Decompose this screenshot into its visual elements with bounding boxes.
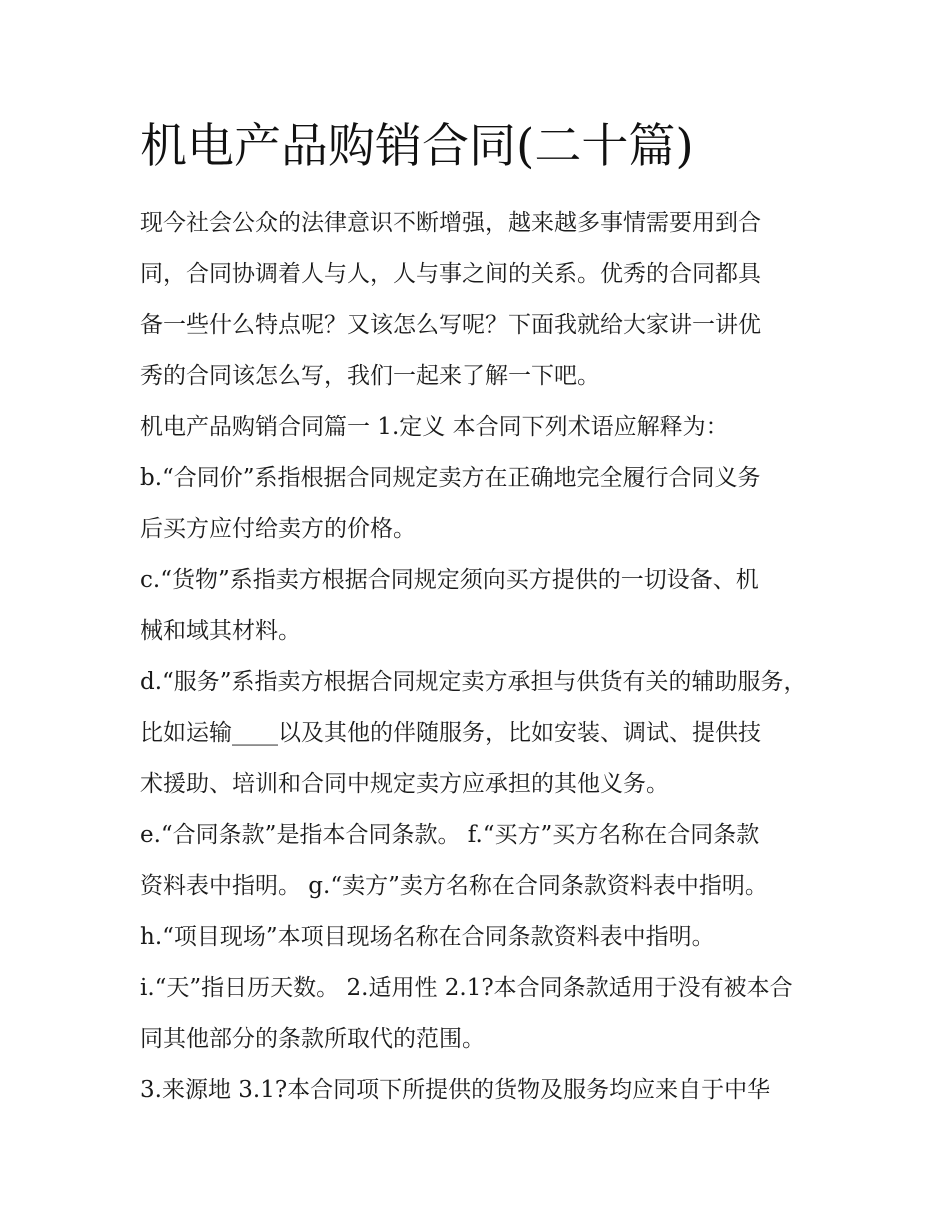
- body-line: 后买方应付给卖方的价格。: [140, 516, 416, 542]
- body-line: b.“合同价”系指根据合同规定卖方在正确地完全履行合同义务: [140, 465, 761, 491]
- body-line: 现今社会公众的法律意识不断增强，越来越多事情需要用到合: [140, 210, 761, 236]
- body-line: i.“天”指日历天数。 2.适用性 2.1?本合同条款适用于没有被本合: [140, 975, 793, 1001]
- body-line: 同，合同协调着人与人，人与事之间的关系。优秀的合同都具: [140, 261, 761, 287]
- body-line: 资料表中指明。 g.“卖方”卖方名称在合同条款资料表中指明。: [140, 873, 768, 899]
- body-line: 3.来源地 3.1?本合同项下所提供的货物及服务均应来自于中华: [140, 1077, 771, 1103]
- body-line: h.“项目现场”本项目现场名称在合同条款资料表中指明。: [140, 924, 715, 950]
- body-line: d.“服务”系指卖方根据合同规定卖方承担与供货有关的辅助服务，: [140, 669, 807, 695]
- body-line: 术援助、培训和合同中规定卖方应承担的其他义务。: [140, 771, 669, 797]
- body-line: 械和域其材料。: [140, 618, 301, 644]
- body-line: 秀的合同该怎么写，我们一起来了解一下吧。: [140, 363, 600, 389]
- body-line: c.“货物”系指卖方根据合同规定须向买方提供的一切设备、机: [140, 567, 759, 593]
- body-line: 比如运输____以及其他的伴随服务，比如安装、调试、提供技: [140, 720, 761, 746]
- body-line: 备一些什么特点呢？又该怎么写呢？下面我就给大家讲一讲优: [140, 312, 761, 338]
- document-title: 机电产品购销合同(二十篇): [140, 119, 694, 174]
- body-line: 同其他部分的条款所取代的范围。: [140, 1026, 485, 1052]
- section-heading-line: 机电产品购销合同篇一 1.定义 本合同下列术语应解释为：: [140, 414, 729, 440]
- body-line: e.“合同条款”是指本合同条款。 f.“买方”买方名称在合同条款: [140, 822, 760, 848]
